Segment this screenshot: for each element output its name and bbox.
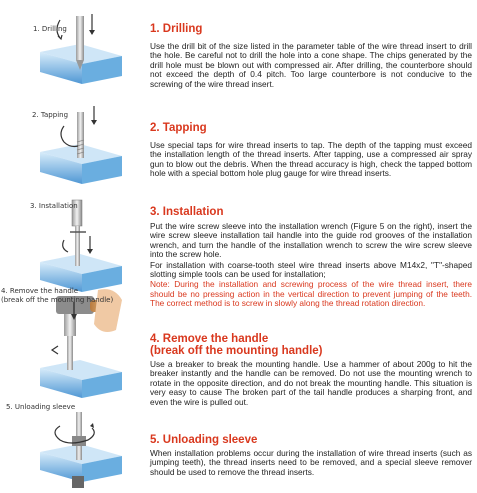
section-body-installation: Put the wire screw sleeve into the installation wrench (Figure 5 on the right), insert the wire screw sleeve installation tail handle into the guide rod grooves of the installation wrench, and turn the handle of the installation wrench to screw the wire screw sleeve into the screw hole.	[150, 221, 472, 260]
illustration-column	[0, 0, 140, 488]
section-title-tapping: 2. Tapping	[150, 122, 207, 134]
section-title-unloading: 5. Unloading sleeve	[150, 434, 258, 446]
section-body-tapping: Use special taps for wire thread inserts to tap. The depth of the tapping must exceed the installation length of the thread inserts. After tapping, use a compressed air spray gun to blow out the debris. When the thread accuracy is high, check the tapped bottom hole with a special bottom hole plug gauge for wire thread inserts.	[150, 140, 472, 179]
section-note-installation: Note: During the installation and screwing process of the wire thread insert, there should be no pressing action in the vertical direction to prevent jumping of the teeth. The correct method is to screw in slowly along the thread rotation direction.	[150, 279, 472, 309]
section-unloading	[150, 434, 472, 477]
step-label-unloading: 5. Unloading sleeve	[6, 403, 76, 411]
step-label-drilling: 1. Drilling	[33, 25, 67, 33]
installation-illustration	[40, 200, 122, 292]
section-body-unloading: When installation problems occur during the installation of wire thread inserts (such as jumping teeth), the thread inserts need to be removed, and a special sleeve remover should be used to remove the thread inserts.	[150, 448, 472, 477]
section-body-drilling: Use the drill bit of the size listed in the parameter table of the wire thread insert to drill the hole. Be careful not to drill the hole into a cone shape. The chips generated by the drill hole must be blown out with compressed air. After drilling, the counterbore should not exceed the depth of 0.4 pitch. Too large counterbore is not conducive to the screwing of the wire thread insert.	[150, 41, 472, 89]
section-installation	[150, 206, 472, 309]
section-body-installation-tools: For installation with coarse-tooth steel wire thread inserts above M14x2, "T"-shaped slotting simple tools can be used for installation;	[150, 259, 472, 280]
section-body-remove-handle: Use a breaker to break the mounting handle. Use a hammer of about 200g to hit the breaker instantly and the handle can be removed. Do not use the mounting wrench to rotate in the opposite direction, and do not break the mounting handle. This situation is very easy to cause The broken part of the tail handle produces a sharping front, and even the wire is pulled out.	[150, 359, 472, 407]
section-drilling	[150, 23, 472, 89]
step-label-installation: 3. Installation	[30, 202, 78, 210]
step-label-remove-handle: 4. Remove the handle	[1, 287, 79, 295]
remove-handle-illustration	[40, 289, 122, 398]
section-title-drilling: 1. Drilling	[150, 23, 203, 35]
section-title-remove-handle: 4. Remove the handle	[150, 333, 269, 345]
section-remove-handle	[150, 333, 472, 407]
step-label-tapping: 2. Tapping	[32, 111, 69, 119]
section-subtitle-remove-handle: (break off the mounting handle)	[150, 345, 323, 357]
process-illustrations	[0, 0, 140, 488]
unloading-illustration	[40, 412, 122, 488]
section-tapping	[150, 122, 472, 179]
section-title-installation: 3. Installation	[150, 206, 224, 218]
step-label-remove-handle-sub: (break off the mounting handle)	[1, 296, 114, 304]
